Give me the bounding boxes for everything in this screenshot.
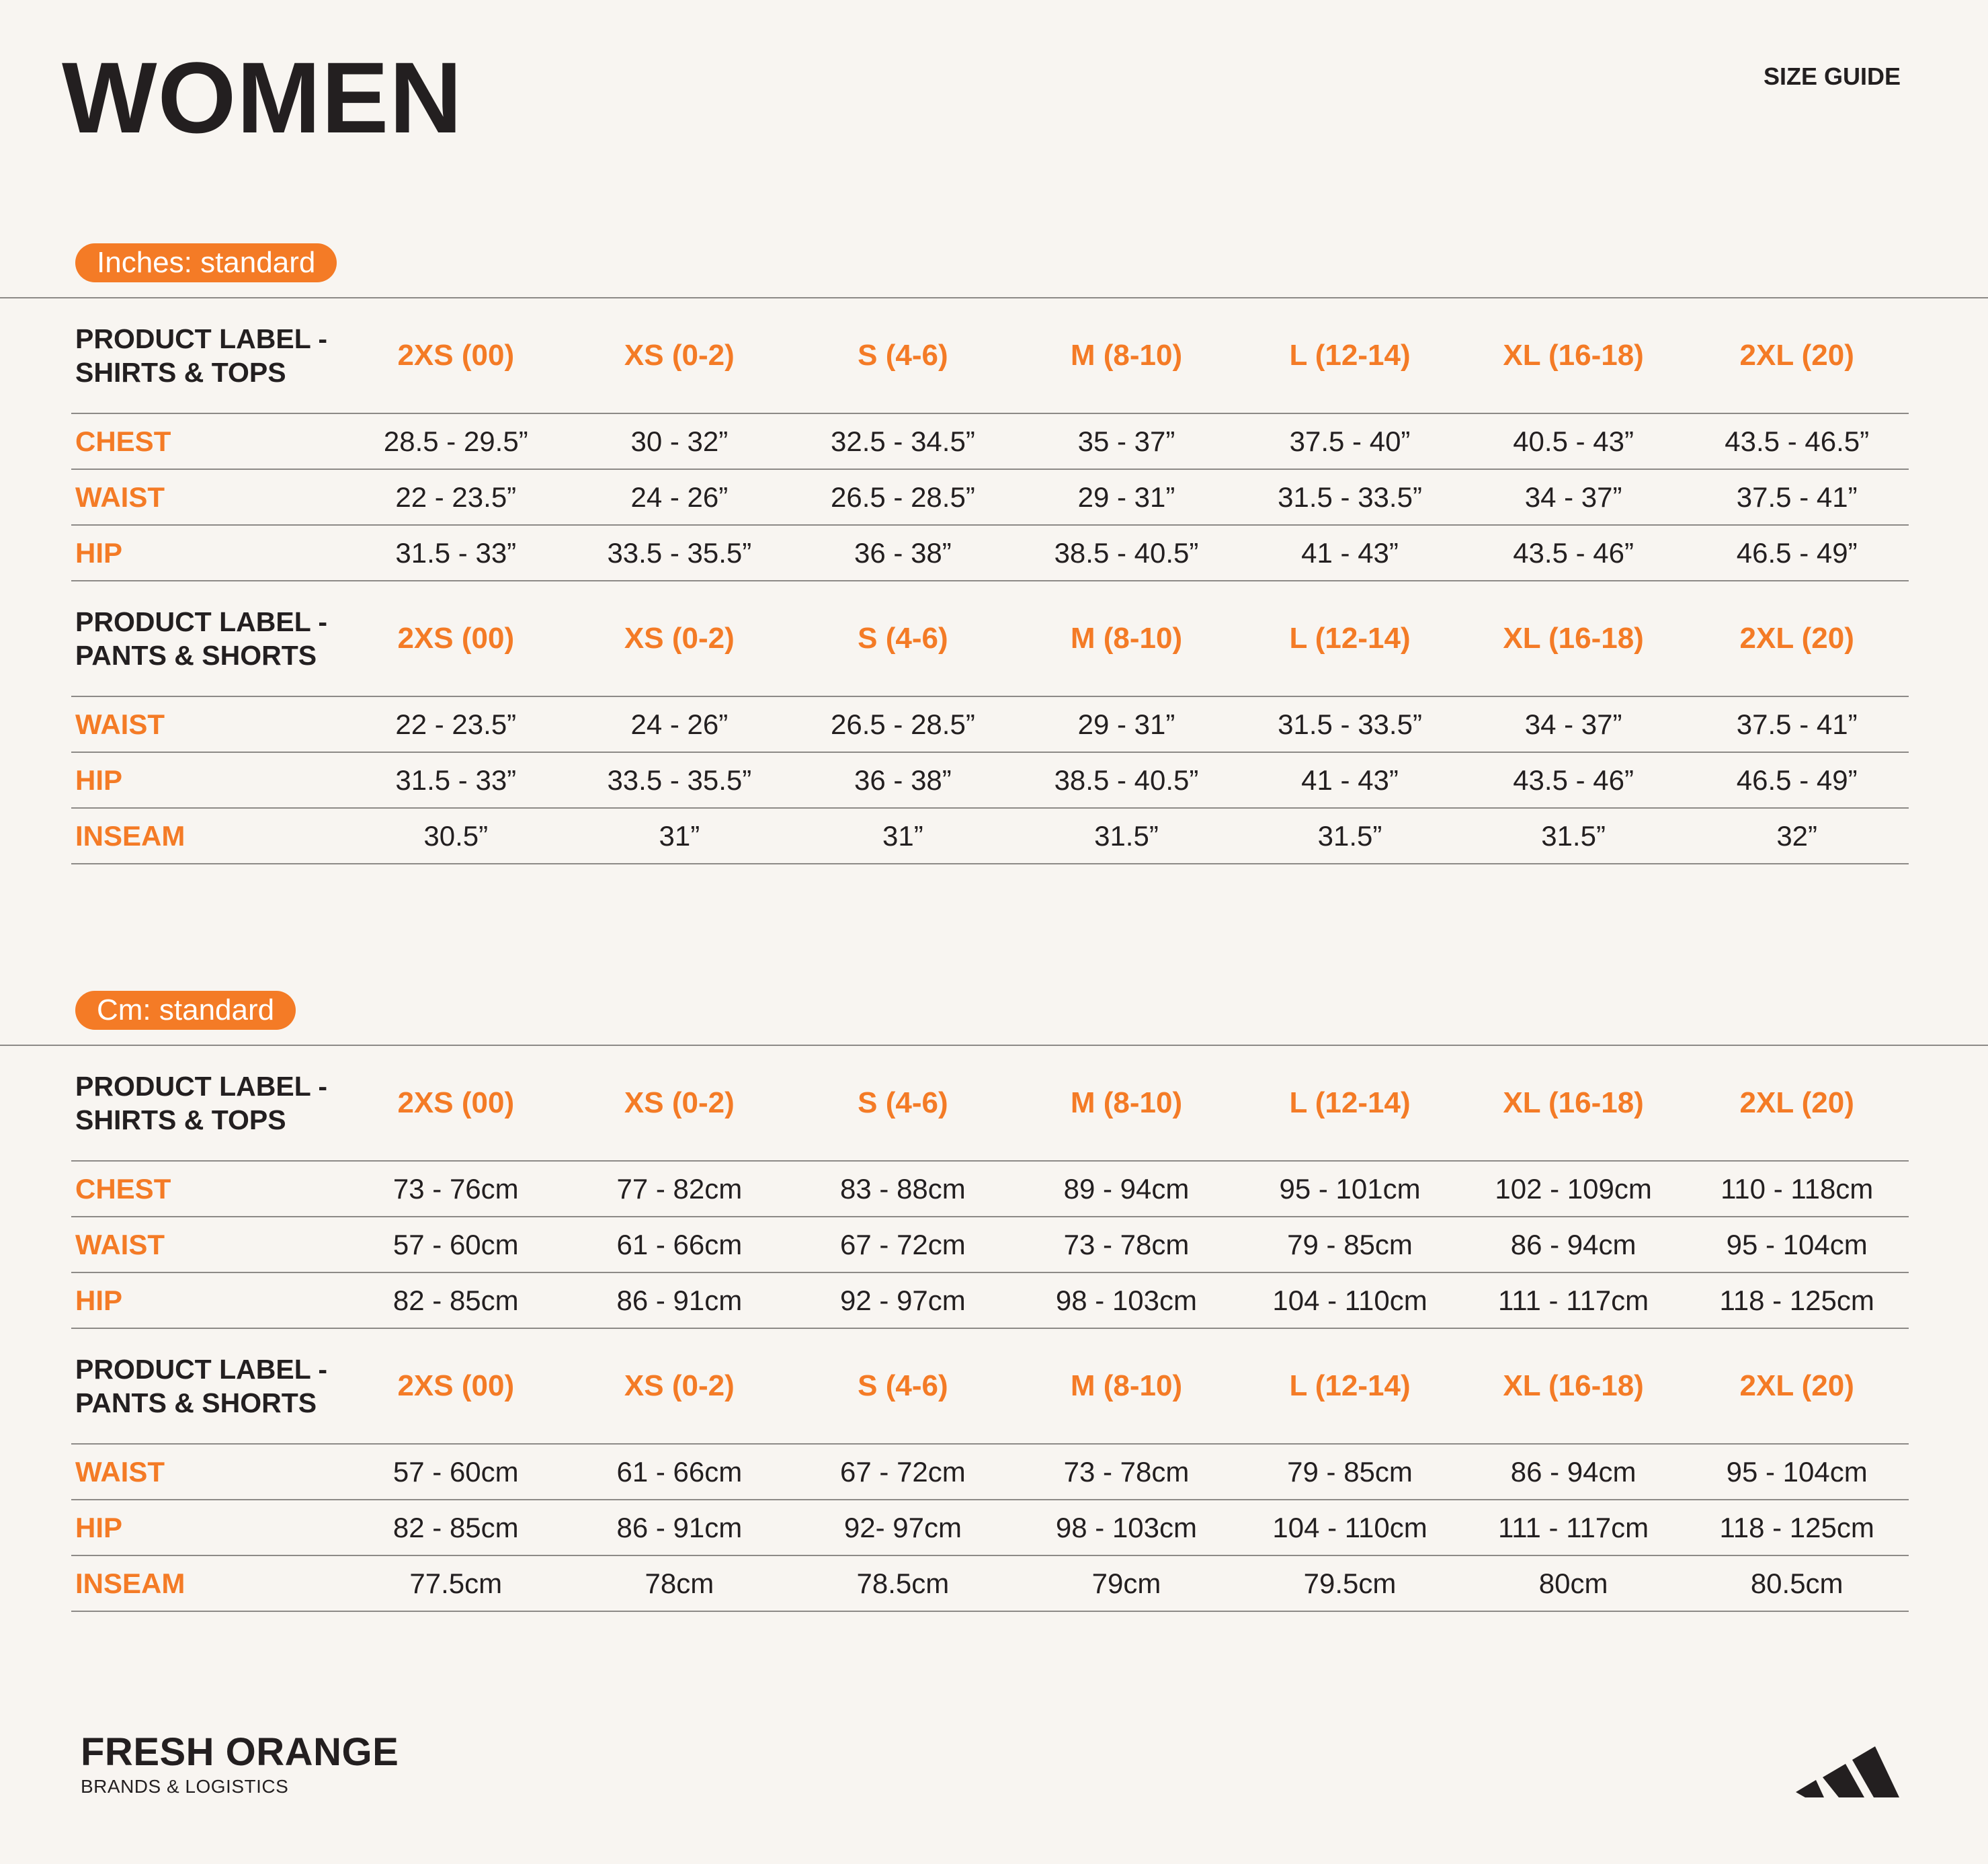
measurement-value: 31.5”	[1462, 808, 1686, 864]
measurement-value: 95 - 104cm	[1685, 1444, 1909, 1500]
measurement-value: 77.5cm	[344, 1555, 568, 1611]
measurement-value: 67 - 72cm	[791, 1444, 1015, 1500]
size-column-header: S (4-6)	[791, 581, 1015, 696]
measurement-value: 31”	[791, 808, 1015, 864]
measurement-label: HIP	[71, 525, 344, 581]
measurement-value: 34 - 37”	[1462, 696, 1686, 752]
measurement-value: 79 - 85cm	[1238, 1217, 1462, 1272]
measurement-value: 30 - 32”	[568, 413, 792, 469]
measurement-value: 79 - 85cm	[1238, 1444, 1462, 1500]
measurement-value: 43.5 - 46.5”	[1685, 413, 1909, 469]
measurement-value: 82 - 85cm	[344, 1272, 568, 1328]
measurement-value: 77 - 82cm	[568, 1161, 792, 1217]
measurement-row	[71, 1555, 1909, 1611]
measurement-value: 40.5 - 43”	[1462, 413, 1686, 469]
measurement-value: 41 - 43”	[1238, 752, 1462, 808]
measurement-value: 31.5”	[1015, 808, 1239, 864]
measurement-value: 31.5 - 33.5”	[1238, 696, 1462, 752]
size-column-header: M (8-10)	[1015, 298, 1239, 413]
size-column-header: L (12-14)	[1238, 298, 1462, 413]
measurement-row	[71, 1500, 1909, 1555]
measurement-row	[71, 696, 1909, 752]
measurement-value: 92- 97cm	[791, 1500, 1015, 1555]
page-title: WOMEN	[62, 41, 463, 154]
measurement-value: 102 - 109cm	[1462, 1161, 1686, 1217]
measurement-label: WAIST	[71, 1217, 344, 1272]
measurement-value: 36 - 38”	[791, 752, 1015, 808]
brand-name: FRESH ORANGE	[81, 1730, 399, 1774]
measurement-value: 38.5 - 40.5”	[1015, 752, 1239, 808]
measurement-value: 33.5 - 35.5”	[568, 525, 792, 581]
measurement-value: 29 - 31”	[1015, 696, 1239, 752]
measurement-value: 110 - 118cm	[1685, 1161, 1909, 1217]
size-column-header: S (4-6)	[791, 1046, 1015, 1161]
measurement-value: 98 - 103cm	[1015, 1272, 1239, 1328]
measurement-value: 86 - 94cm	[1462, 1444, 1686, 1500]
measurement-value: 31.5 - 33.5”	[1238, 469, 1462, 525]
size-column-header: 2XL (20)	[1685, 581, 1909, 696]
measurement-value: 26.5 - 28.5”	[791, 469, 1015, 525]
measurement-label: CHEST	[71, 1161, 344, 1217]
measurement-value: 31.5”	[1238, 808, 1462, 864]
measurement-value: 31.5 - 33”	[344, 752, 568, 808]
size-column-header: XS (0-2)	[568, 298, 792, 413]
measurement-value: 34 - 37”	[1462, 469, 1686, 525]
size-header-row	[71, 1328, 1909, 1444]
measurement-value: 46.5 - 49”	[1685, 525, 1909, 581]
size-column-header: S (4-6)	[791, 1328, 1015, 1444]
measurement-value: 111 - 117cm	[1462, 1272, 1686, 1328]
measurement-value: 43.5 - 46”	[1462, 752, 1686, 808]
measurement-value: 111 - 117cm	[1462, 1500, 1686, 1555]
measurement-value: 79.5cm	[1238, 1555, 1462, 1611]
measurement-value: 22 - 23.5”	[344, 696, 568, 752]
measurement-value: 73 - 78cm	[1015, 1217, 1239, 1272]
measurement-value: 57 - 60cm	[344, 1217, 568, 1272]
size-column-header: 2XL (20)	[1685, 298, 1909, 413]
measurement-value: 78.5cm	[791, 1555, 1015, 1611]
measurement-value: 37.5 - 40”	[1238, 413, 1462, 469]
size-column-header: XS (0-2)	[568, 1328, 792, 1444]
size-column-header: L (12-14)	[1238, 1046, 1462, 1161]
size-column-header: XS (0-2)	[568, 581, 792, 696]
measurement-label: INSEAM	[71, 808, 344, 864]
measurement-value: 80cm	[1462, 1555, 1686, 1611]
size-column-header: M (8-10)	[1015, 1046, 1239, 1161]
measurement-value: 33.5 - 35.5”	[568, 752, 792, 808]
size-column-header: M (8-10)	[1015, 581, 1239, 696]
size-column-header: S (4-6)	[791, 298, 1015, 413]
measurement-value: 22 - 23.5”	[344, 469, 568, 525]
measurement-value: 83 - 88cm	[791, 1161, 1015, 1217]
size-column-header: M (8-10)	[1015, 1328, 1239, 1444]
measurement-row	[71, 1272, 1909, 1328]
measurement-value: 118 - 125cm	[1685, 1500, 1909, 1555]
size-column-header: 2XS (00)	[344, 581, 568, 696]
measurement-value: 82 - 85cm	[344, 1500, 568, 1555]
measurement-row	[71, 469, 1909, 525]
product-label-heading: PRODUCT LABEL - SHIRTS & TOPS	[71, 298, 344, 413]
size-column-header: XL (16-18)	[1462, 1328, 1686, 1444]
size-column-header: XL (16-18)	[1462, 1046, 1686, 1161]
measurement-value: 32”	[1685, 808, 1909, 864]
measurement-value: 73 - 78cm	[1015, 1444, 1239, 1500]
size-column-header: L (12-14)	[1238, 581, 1462, 696]
product-label-heading: PRODUCT LABEL - PANTS & SHORTS	[71, 581, 344, 696]
measurement-value: 86 - 94cm	[1462, 1217, 1686, 1272]
size-column-header: 2XS (00)	[344, 1046, 568, 1161]
measurement-value: 89 - 94cm	[1015, 1161, 1239, 1217]
measurement-label: INSEAM	[71, 1555, 344, 1611]
measurement-value: 79cm	[1015, 1555, 1239, 1611]
measurement-value: 46.5 - 49”	[1685, 752, 1909, 808]
measurement-row	[71, 525, 1909, 581]
measurement-value: 73 - 76cm	[344, 1161, 568, 1217]
measurement-value: 67 - 72cm	[791, 1217, 1015, 1272]
brand-block	[81, 1730, 399, 1797]
inches-size-table	[71, 298, 1909, 864]
measurement-row	[71, 1444, 1909, 1500]
measurement-label: WAIST	[71, 1444, 344, 1500]
measurement-label: HIP	[71, 752, 344, 808]
size-header-row	[71, 298, 1909, 413]
measurement-value: 41 - 43”	[1238, 525, 1462, 581]
measurement-value: 104 - 110cm	[1238, 1272, 1462, 1328]
adidas-performance-logo-icon	[1796, 1730, 1899, 1797]
measurement-value: 95 - 101cm	[1238, 1161, 1462, 1217]
product-label-heading: PRODUCT LABEL - SHIRTS & TOPS	[71, 1046, 344, 1161]
measurement-label: WAIST	[71, 469, 344, 525]
measurement-row	[71, 1217, 1909, 1272]
measurement-value: 35 - 37”	[1015, 413, 1239, 469]
measurement-row	[71, 808, 1909, 864]
brand-tagline: BRANDS & LOGISTICS	[81, 1776, 289, 1797]
measurement-value: 61 - 66cm	[568, 1444, 792, 1500]
measurement-value: 28.5 - 29.5”	[344, 413, 568, 469]
size-column-header: XL (16-18)	[1462, 581, 1686, 696]
measurement-value: 30.5”	[344, 808, 568, 864]
product-label-heading: PRODUCT LABEL - PANTS & SHORTS	[71, 1328, 344, 1444]
measurement-label: HIP	[71, 1500, 344, 1555]
measurement-label: HIP	[71, 1272, 344, 1328]
measurement-value: 31”	[568, 808, 792, 864]
measurement-value: 31.5 - 33”	[344, 525, 568, 581]
measurement-value: 24 - 26”	[568, 469, 792, 525]
measurement-value: 92 - 97cm	[791, 1272, 1015, 1328]
measurement-value: 98 - 103cm	[1015, 1500, 1239, 1555]
size-column-header: 2XS (00)	[344, 1328, 568, 1444]
cm-size-table	[71, 1046, 1909, 1612]
size-column-header: 2XL (20)	[1685, 1046, 1909, 1161]
measurement-row	[71, 1161, 1909, 1217]
measurement-row	[71, 752, 1909, 808]
size-header-row	[71, 1046, 1909, 1161]
measurement-value: 36 - 38”	[791, 525, 1015, 581]
measurement-value: 95 - 104cm	[1685, 1217, 1909, 1272]
size-column-header: XS (0-2)	[568, 1046, 792, 1161]
measurement-value: 37.5 - 41”	[1685, 696, 1909, 752]
size-guide-label: SIZE GUIDE	[1763, 63, 1901, 90]
measurement-value: 29 - 31”	[1015, 469, 1239, 525]
measurement-value: 118 - 125cm	[1685, 1272, 1909, 1328]
size-column-header: XL (16-18)	[1462, 298, 1686, 413]
size-column-header: L (12-14)	[1238, 1328, 1462, 1444]
measurement-value: 104 - 110cm	[1238, 1500, 1462, 1555]
unit-badge-cm: Cm: standard	[75, 991, 296, 1030]
measurement-value: 78cm	[568, 1555, 792, 1611]
measurement-value: 37.5 - 41”	[1685, 469, 1909, 525]
measurement-value: 43.5 - 46”	[1462, 525, 1686, 581]
measurement-value: 26.5 - 28.5”	[791, 696, 1015, 752]
measurement-label: CHEST	[71, 413, 344, 469]
size-column-header: 2XS (00)	[344, 298, 568, 413]
unit-badge-inches: Inches: standard	[75, 243, 337, 282]
measurement-value: 80.5cm	[1685, 1555, 1909, 1611]
measurement-value: 86 - 91cm	[568, 1272, 792, 1328]
measurement-value: 61 - 66cm	[568, 1217, 792, 1272]
measurement-value: 32.5 - 34.5”	[791, 413, 1015, 469]
measurement-value: 24 - 26”	[568, 696, 792, 752]
measurement-value: 57 - 60cm	[344, 1444, 568, 1500]
measurement-value: 86 - 91cm	[568, 1500, 792, 1555]
size-column-header: 2XL (20)	[1685, 1328, 1909, 1444]
size-header-row	[71, 581, 1909, 696]
measurement-label: WAIST	[71, 696, 344, 752]
measurement-value: 38.5 - 40.5”	[1015, 525, 1239, 581]
measurement-row	[71, 413, 1909, 469]
